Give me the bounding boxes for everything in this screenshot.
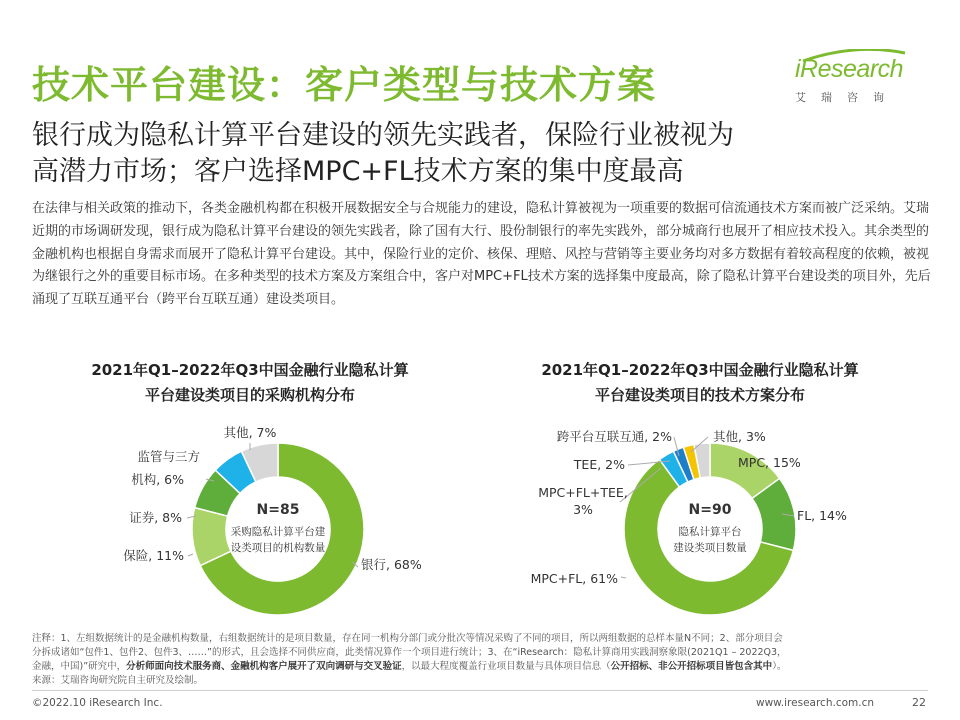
footnote-3b: 分析师面向技术服务商、金融机构客户展开了双向调研与交叉验证 xyxy=(126,661,402,672)
footnote-3d: 公开招标、非公开招标项目皆包含其中 xyxy=(610,661,773,672)
chart-2-label-mpcfltee-1: MPC+FL+TEE, xyxy=(538,485,628,500)
chart-2-label-tee: TEE, 2% xyxy=(573,457,625,472)
subtitle xyxy=(32,118,932,190)
chart-1-center-desc-1: 采购隐私计算平台建 xyxy=(230,526,326,538)
chart-2-label-crossplatform: 跨平台互联互通, 2% xyxy=(556,429,672,444)
chart-1-label-securities: 证券, 8% xyxy=(129,510,182,525)
chart-1-title-line-2: 平台建设类项目的采购机构分布 xyxy=(144,386,355,404)
copyright: ©2022.10 iResearch Inc. xyxy=(32,697,163,709)
chart-1-center-desc-2: 设类项目的机构数量 xyxy=(230,542,326,554)
footnote-line-1: 注释：1、左组数据统计的是金融机构数量，右组数据统计的是项目数量，存在同一机构分部门或分批次等情况采购了不同的项目，所以两组数据的总样本量N不同；2、部分项目会 xyxy=(32,633,783,644)
logo-chinese: 艾瑞咨询 xyxy=(795,91,899,104)
chart-1-label-regulator-1: 监管与三方 xyxy=(137,449,200,464)
chart-2-title xyxy=(505,358,895,408)
body-paragraph: 在法律与相关政策的推动下，各类金融机构都在积极开展数据安全与合规能力的建设，隐私计算被视为一项重要的数据可信流通技术方案而被广泛采纳。艾瑞近期的市场调研发现，银行成为隐私计算平台建设的领先实践者，除了国有大行、股份制银行的率先实践外，部分城商行也展开了相应技术投入。其余类型的金融机构也根据自身需求而展开了隐私计算平台建设。其中，保险行业的定价、核保、理赔、风控与营销等主要业务均对多方数据有着较高程度的依赖，被视为继银行之外的重要目标市场。在多种类型的技术方案及方案组合中，客户对MPC+FL技术方案的选择集中度最高，除了隐私计算平台建设类的项目外，先后涌现了互联互通平台（跨平台互联互通）建设类项目。 xyxy=(32,201,931,308)
chart-2-label-mpc: MPC, 15% xyxy=(738,455,801,470)
chart-1-label-regulator-2: 机构, 6% xyxy=(131,472,184,487)
chart-2-label-other: 其他, 3% xyxy=(713,429,766,444)
footnote-line-4: 来源：艾瑞咨询研究院自主研究及绘制。 xyxy=(32,675,204,686)
chart-1-title xyxy=(55,358,445,408)
footnote-3e: ）。 xyxy=(772,661,787,672)
chart-2-center-desc-2: 建设类项目数量 xyxy=(673,542,747,554)
chart-2-center-desc-1: 隐私计算平台 xyxy=(678,526,742,538)
footnote-line-3 xyxy=(32,660,932,674)
chart-2-title-line-2: 平台建设类项目的技术方案分布 xyxy=(594,386,805,404)
chart-2-title-line-1: 2021年Q1–2022年Q3中国金融行业隐私计算 xyxy=(541,361,859,379)
chart-1-title-line-1: 2021年Q1–2022年Q3中国金融行业隐私计算 xyxy=(91,361,409,379)
chart-1-label-other: 其他, 7% xyxy=(223,425,277,440)
subtitle-line-2: 高潜力市场；客户选择MPC+FL技术方案的集中度最高 xyxy=(32,156,684,187)
iresearch-logo xyxy=(795,55,910,115)
footnote-line-2: 分拆成诸如“包件1、包件2、包件3、……”的形式，且会选择不同供应商，此类情况算作一个项目进行统计；3、在“iResearch：隐私计算商用实践洞察象限(2021Q1 – 2022Q3， xyxy=(32,647,787,658)
footer-divider xyxy=(32,690,928,691)
footnotes xyxy=(32,632,932,688)
chart-2-label-mpcfl: MPC+FL, 61% xyxy=(530,571,618,586)
page-number: 22 xyxy=(912,696,926,709)
chart-2-donut xyxy=(480,415,960,625)
footnote-3c: ，以最大程度覆盖行业项目数量与具体项目信息（ xyxy=(401,661,611,672)
chart-2-label-fl: FL, 14% xyxy=(797,508,847,523)
subtitle-line-1: 银行成为隐私计算平台建设的领先实践者，保险行业被视为 xyxy=(32,120,734,151)
chart-1-center-n: N=85 xyxy=(256,502,300,518)
chart-1-label-insurance: 保险, 11% xyxy=(123,548,184,563)
leader-line-insurance xyxy=(188,554,193,556)
footnote-3a: 金融，中国)”研究中， xyxy=(32,661,127,672)
chart-1-donut xyxy=(0,415,480,625)
page-title: 技术平台建设：客户类型与技术方案 xyxy=(32,63,657,107)
website-link[interactable]: www.iresearch.com.cn xyxy=(756,697,875,709)
chart-2-label-mpcfltee-2: 3% xyxy=(573,502,593,517)
chart-2-center-n: N=90 xyxy=(688,502,732,518)
leader-line-mpcfl xyxy=(621,577,626,578)
chart-1-label-bank: 银行, 68% xyxy=(361,557,422,572)
logo-word: iResearch xyxy=(795,55,904,83)
